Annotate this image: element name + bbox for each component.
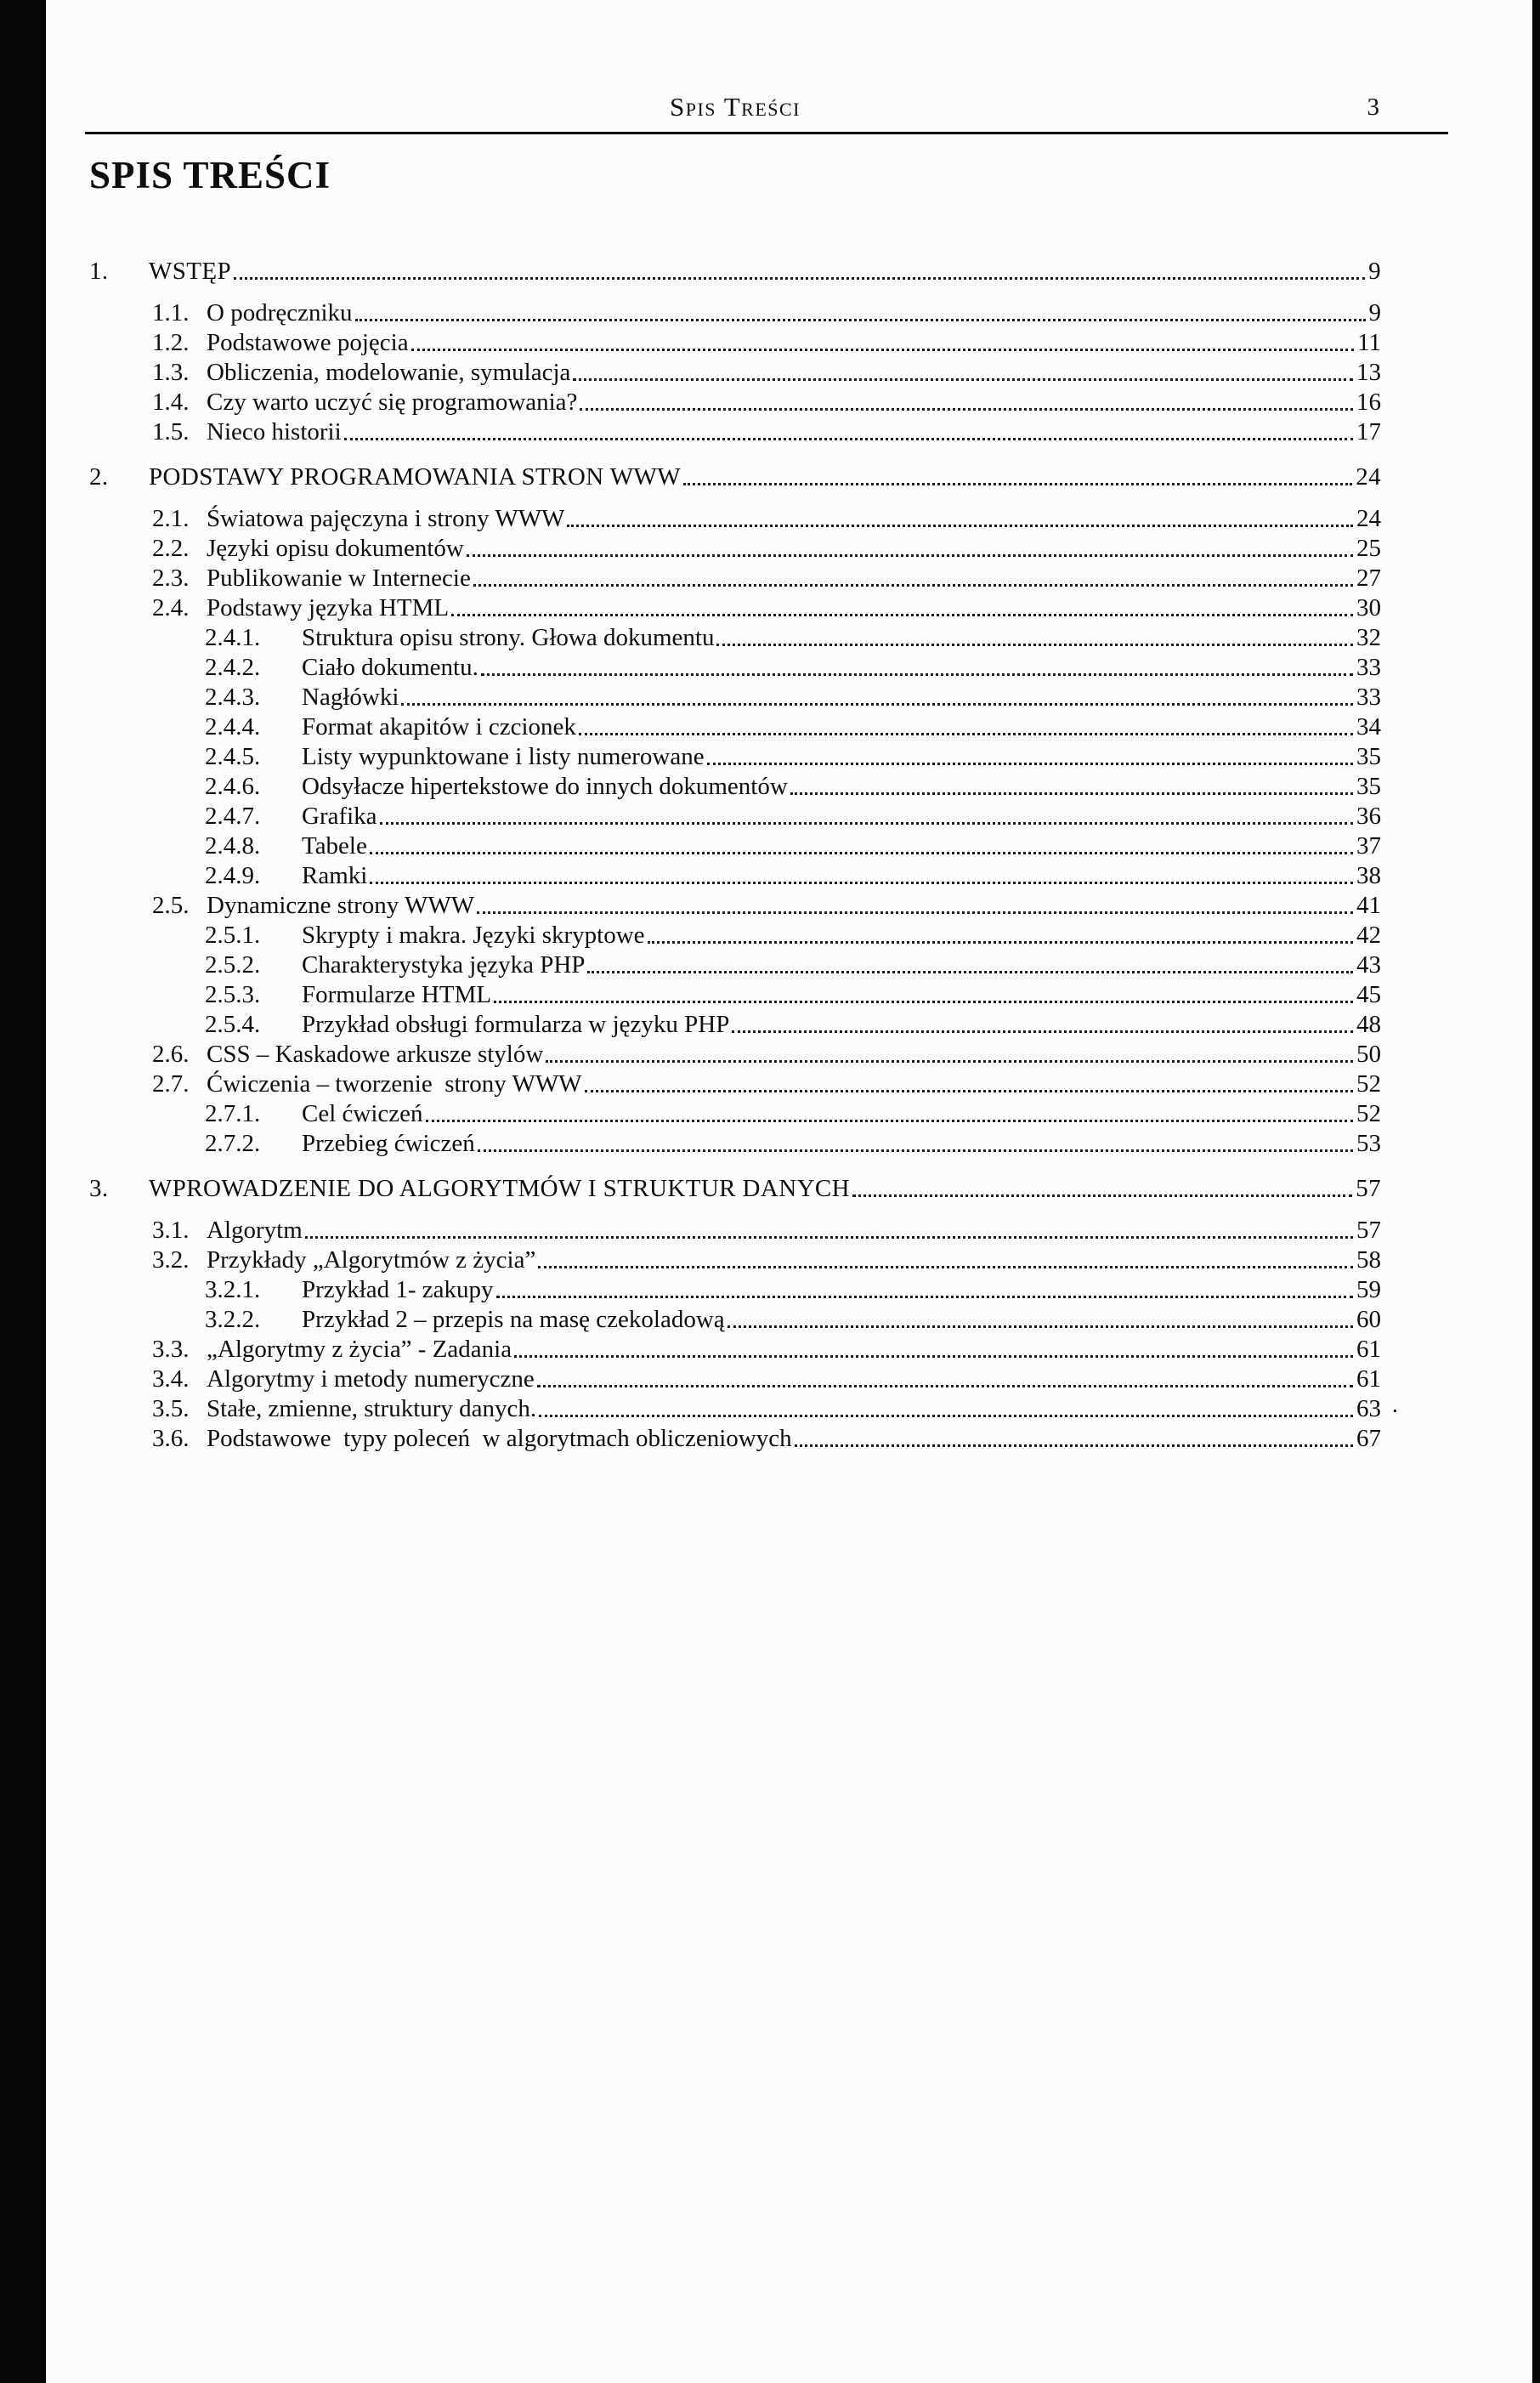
- toc-entry-number: 3.2.: [152, 1246, 190, 1274]
- toc-entry-page: 32: [1356, 624, 1381, 651]
- toc-subsection-row: [89, 623, 1381, 653]
- toc-entry-number: 2.4.: [152, 594, 190, 621]
- toc-entry-label: Charakterystyka języka PHP: [302, 951, 586, 979]
- toc-entry-label: Odsyłacze hipertekstowe do innych dokumentów: [302, 773, 788, 800]
- toc-entry-number: 2.6.: [152, 1041, 190, 1068]
- toc-dot-leader: [546, 1060, 1353, 1063]
- toc-entry-page: 48: [1356, 1011, 1381, 1038]
- toc-dot-leader: [579, 733, 1353, 735]
- toc-entry-label: CSS – Kaskadowe arkusze stylów: [207, 1041, 544, 1068]
- toc-entry-label: Ciało dokumentu.: [302, 654, 478, 681]
- toc-entry-number: 2.7.: [152, 1070, 190, 1098]
- toc-entry-label: Listy wypunktowane i listy numerowane: [302, 743, 705, 770]
- toc-dot-leader: [305, 1236, 1353, 1239]
- toc-entry-label: Algorytm: [207, 1217, 303, 1244]
- toc-entry-label: Języki opisu dokumentów: [207, 535, 464, 562]
- toc-entry-page: 37: [1356, 832, 1381, 860]
- toc-subsection-row: [89, 1099, 1381, 1129]
- toc-dot-leader: [344, 438, 1353, 440]
- toc-entry-label: Ramki: [302, 862, 368, 889]
- toc-entry-number: 2.4.4.: [205, 713, 261, 740]
- toc-dot-leader: [707, 763, 1353, 765]
- toc-entry-number: 2.4.3.: [205, 684, 261, 711]
- toc-entry-number: 2.4.8.: [205, 832, 261, 860]
- toc-dot-leader: [370, 882, 1353, 884]
- toc-section-row: [89, 328, 1381, 358]
- toc-section-row: [89, 1070, 1381, 1099]
- toc-entry-page: 60: [1356, 1306, 1381, 1333]
- toc-entry-number: 2.5.1.: [205, 922, 261, 949]
- toc-entry-page: 33: [1356, 654, 1381, 681]
- toc-dot-leader: [539, 1415, 1353, 1417]
- toc-entry-page: 25: [1356, 535, 1381, 562]
- toc-entry-label: Dynamiczne strony WWW: [207, 892, 475, 919]
- toc-entry-number: 2.5.: [152, 892, 190, 919]
- toc-dot-leader: [580, 408, 1353, 411]
- toc-chapter-row: [89, 257, 1381, 287]
- toc-dot-leader: [537, 1385, 1353, 1387]
- toc-entry-page: 42: [1356, 922, 1381, 949]
- toc-entry-label: Obliczenia, modelowanie, symulacja: [207, 359, 571, 386]
- toc-entry-page: 57: [1356, 1175, 1381, 1202]
- toc-entry-page: 58: [1356, 1246, 1381, 1274]
- toc-subsection-row: [89, 712, 1381, 742]
- toc-entry-page: 63: [1356, 1395, 1381, 1422]
- toc-dot-leader: [467, 554, 1353, 557]
- toc-chapter-row: [89, 462, 1381, 492]
- toc-entry-label: Formularze HTML: [302, 981, 492, 1008]
- toc-entry-label: Grafika: [302, 803, 377, 830]
- toc-dot-leader: [370, 852, 1353, 854]
- toc-subsection-row: [89, 772, 1381, 802]
- toc-entry-label: Nagłówki: [302, 684, 399, 711]
- toc-entry-label: Światowa pajęczyna i strony WWW: [207, 505, 565, 532]
- toc-subsection-row: [89, 980, 1381, 1010]
- toc-section-row: [89, 534, 1381, 564]
- toc-dot-leader: [587, 971, 1353, 973]
- toc-entry-label: Podstawowe pojęcia: [207, 329, 409, 356]
- toc-dot-leader: [514, 1355, 1353, 1358]
- toc-entry-page: 30: [1356, 594, 1381, 621]
- toc-entry-label: Cel ćwiczeń: [302, 1100, 423, 1127]
- toc-dot-leader: [481, 673, 1353, 676]
- toc-entry-number: 3.5.: [152, 1395, 190, 1422]
- toc-entry-number: 2.7.2.: [205, 1130, 261, 1157]
- toc-subsection-row: [89, 831, 1381, 861]
- running-title: Spis Treści: [669, 92, 801, 122]
- toc-entry-page: 17: [1356, 418, 1381, 445]
- toc-entry-label: Nieco historii: [207, 418, 342, 445]
- toc-entry-number: 1.2.: [152, 329, 190, 356]
- toc-entry-label: Podstawowe typy poleceń w algorytmach obliczeniowych: [207, 1425, 792, 1452]
- toc-entry-label: Algorytmy i metody numeryczne: [207, 1365, 535, 1393]
- toc-entry-number: 2.4.7.: [205, 803, 261, 830]
- toc-dot-leader: [683, 483, 1352, 485]
- toc-section-row: [89, 593, 1381, 623]
- toc-entry-page: 24: [1356, 463, 1381, 491]
- toc-entry-number: 2.5.4.: [205, 1011, 261, 1038]
- toc-entry-label: Podstawy języka HTML: [207, 594, 450, 621]
- toc-entry-page: 52: [1356, 1070, 1381, 1098]
- toc-dot-leader: [538, 1266, 1353, 1268]
- toc-dot-leader: [728, 1325, 1353, 1328]
- header-page-number: 3: [1367, 94, 1379, 121]
- toc-entry-page: 41: [1356, 892, 1381, 919]
- toc-entry-label: Format akapitów i czcionek: [302, 713, 576, 740]
- toc-entry-number: 2.1.: [152, 505, 190, 532]
- toc-dot-leader: [234, 277, 1365, 280]
- toc-entry-page: 27: [1356, 565, 1381, 592]
- toc-entry-page: 61: [1356, 1336, 1381, 1363]
- toc-entry-number: 3.2.2.: [205, 1306, 261, 1333]
- toc-entry-page: 34: [1356, 713, 1381, 740]
- toc-entry-page: 36: [1356, 803, 1381, 830]
- document-title: SPIS TREŚCI: [89, 154, 331, 196]
- toc-entry-number: 2.4.9.: [205, 862, 261, 889]
- toc-entry-number: 2.4.2.: [205, 654, 261, 681]
- toc-entry-page: 38: [1356, 862, 1381, 889]
- toc-subsection-row: [89, 1275, 1381, 1305]
- toc-section-row: [89, 504, 1381, 534]
- toc-dot-leader: [426, 1120, 1353, 1122]
- toc-entry-number: 2.: [89, 463, 109, 491]
- toc-entry-label: WPROWADZENIE DO ALGORYTMÓW I STRUKTUR DANYCH: [149, 1175, 851, 1202]
- toc-entry-page: 67: [1356, 1425, 1381, 1452]
- toc-entry-page: 50: [1356, 1041, 1381, 1068]
- toc-subsection-row: [89, 1129, 1381, 1159]
- toc-entry-label: Przykład obsługi formularza w języku PHP: [302, 1011, 730, 1038]
- toc-entry-label: Struktura opisu strony. Głowa dokumentu: [302, 624, 715, 651]
- toc-entry-page: 61: [1356, 1365, 1381, 1393]
- toc-dot-leader: [732, 1030, 1353, 1033]
- toc-section-row: [89, 388, 1381, 417]
- toc-entry-number: 3.1.: [152, 1217, 190, 1244]
- scan-artifact-dot: .: [1391, 1391, 1398, 1418]
- toc-entry-page: 35: [1356, 743, 1381, 770]
- toc-section-row: [89, 1365, 1381, 1394]
- toc-entry-number: 3.4.: [152, 1365, 190, 1393]
- toc-entry-number: 3.: [89, 1175, 109, 1202]
- toc-section-row: [89, 358, 1381, 388]
- toc-subsection-row: [89, 802, 1381, 831]
- toc-subsection-row: [89, 1010, 1381, 1040]
- toc-subsection-row: [89, 653, 1381, 683]
- toc-entry-number: 1.3.: [152, 359, 190, 386]
- toc-section-row: [89, 564, 1381, 593]
- toc-entry-number: 2.2.: [152, 535, 190, 562]
- toc-section-row: [89, 1335, 1381, 1365]
- toc-entry-page: 24: [1356, 505, 1381, 532]
- toc-dot-leader: [380, 822, 1353, 825]
- toc-entry-page: 45: [1356, 981, 1381, 1008]
- toc-entry-page: 52: [1356, 1100, 1381, 1127]
- toc-dot-leader: [401, 703, 1353, 706]
- toc-dot-leader: [496, 1296, 1354, 1298]
- toc-entry-label: Przykład 2 – przepis na masę czekoladową: [302, 1306, 725, 1333]
- toc-dot-leader: [795, 1444, 1353, 1447]
- toc-entry-label: Publikowanie w Internecie: [207, 565, 471, 592]
- toc-entry-number: 3.6.: [152, 1425, 190, 1452]
- toc-entry-label: PODSTAWY PROGRAMOWANIA STRON WWW: [149, 463, 682, 491]
- toc-section-row: [89, 1040, 1381, 1070]
- toc-dot-leader: [473, 584, 1353, 587]
- toc-dot-leader: [573, 378, 1353, 381]
- toc-entry-label: Tabele: [302, 832, 367, 860]
- toc-dot-leader: [567, 525, 1353, 527]
- toc-dot-leader: [355, 319, 1366, 321]
- toc-entry-number: 2.5.3.: [205, 981, 261, 1008]
- toc-entry-page: 33: [1356, 684, 1381, 711]
- toc-entry-number: 3.2.1.: [205, 1276, 261, 1303]
- toc-entry-page: 9: [1368, 258, 1381, 285]
- toc-entry-page: 53: [1356, 1130, 1381, 1157]
- toc-entry-page: 59: [1356, 1276, 1381, 1303]
- toc-subsection-row: [89, 742, 1381, 772]
- toc-entry-label: Stałe, zmienne, struktury danych.: [207, 1395, 537, 1422]
- toc-entry-number: 2.3.: [152, 565, 190, 592]
- toc-entry-label: Czy warto uczyć się programowania?: [207, 389, 578, 416]
- toc-entry-label: WSTĘP: [149, 258, 232, 285]
- page-header: [89, 92, 1381, 128]
- toc-entry-label: Przykłady „Algorytmów z życia”: [207, 1246, 536, 1274]
- toc-subsection-row: [89, 950, 1381, 980]
- toc-dot-leader: [477, 911, 1353, 914]
- toc-dot-leader: [852, 1194, 1352, 1197]
- scan-edge-bar-left: [0, 0, 46, 2383]
- toc-chapter-row: [89, 1174, 1381, 1204]
- toc-subsection-row: [89, 921, 1381, 950]
- toc-entry-page: 43: [1356, 951, 1381, 979]
- toc-dot-leader: [716, 644, 1353, 646]
- toc-section-row: [89, 1245, 1381, 1275]
- toc-dot-leader: [451, 614, 1353, 616]
- toc-entry-page: 57: [1356, 1217, 1381, 1244]
- toc-section-row: [89, 1391, 1398, 1424]
- toc-entry-label: O podręczniku: [207, 299, 353, 326]
- table-of-contents: [89, 241, 1398, 1454]
- toc-entry-number: 1.1.: [152, 299, 190, 326]
- toc-dot-leader: [585, 1090, 1353, 1092]
- toc-entry-label: Przebieg ćwiczeń: [302, 1130, 475, 1157]
- toc-entry-number: 2.4.1.: [205, 624, 261, 651]
- toc-entry-number: 1.5.: [152, 418, 190, 445]
- toc-entry-number: 2.4.5.: [205, 743, 261, 770]
- toc-section-row: [89, 298, 1381, 328]
- toc-entry-page: 16: [1356, 389, 1381, 416]
- toc-entry-page: 11: [1357, 329, 1381, 356]
- toc-entry-label: Przykład 1- zakupy: [302, 1276, 494, 1303]
- toc-dot-leader: [411, 349, 1354, 351]
- toc-entry-number: 2.5.2.: [205, 951, 261, 979]
- toc-entry-number: 1.4.: [152, 389, 190, 416]
- toc-entry-page: 13: [1356, 359, 1381, 386]
- toc-dot-leader: [790, 792, 1353, 795]
- toc-entry-label: „Algorytmy z życia” - Zadania: [207, 1336, 512, 1363]
- toc-section-row: [89, 1216, 1381, 1245]
- toc-entry-number: 2.4.6.: [205, 773, 261, 800]
- toc-subsection-row: [89, 861, 1381, 891]
- toc-entry-page: 35: [1356, 773, 1381, 800]
- toc-section-row: [89, 1424, 1381, 1454]
- toc-dot-leader: [494, 1001, 1353, 1003]
- toc-entry-number: 1.: [89, 258, 109, 285]
- toc-section-row: [89, 417, 1381, 447]
- toc-entry-label: Skrypty i makra. Języki skryptowe: [302, 922, 645, 949]
- toc-dot-leader: [648, 941, 1353, 944]
- toc-entry-number: 3.3.: [152, 1336, 190, 1363]
- toc-subsection-row: [89, 1305, 1381, 1335]
- toc-dot-leader: [478, 1149, 1353, 1152]
- header-rule: [85, 132, 1448, 134]
- toc-entry-page: 9: [1368, 299, 1381, 326]
- toc-section-row: [89, 891, 1381, 921]
- toc-entry-number: 2.7.1.: [205, 1100, 261, 1127]
- scan-edge-bar-right: [1532, 0, 1540, 2383]
- toc-entry-label: Ćwiczenia – tworzenie strony WWW: [207, 1070, 582, 1098]
- toc-subsection-row: [89, 683, 1381, 712]
